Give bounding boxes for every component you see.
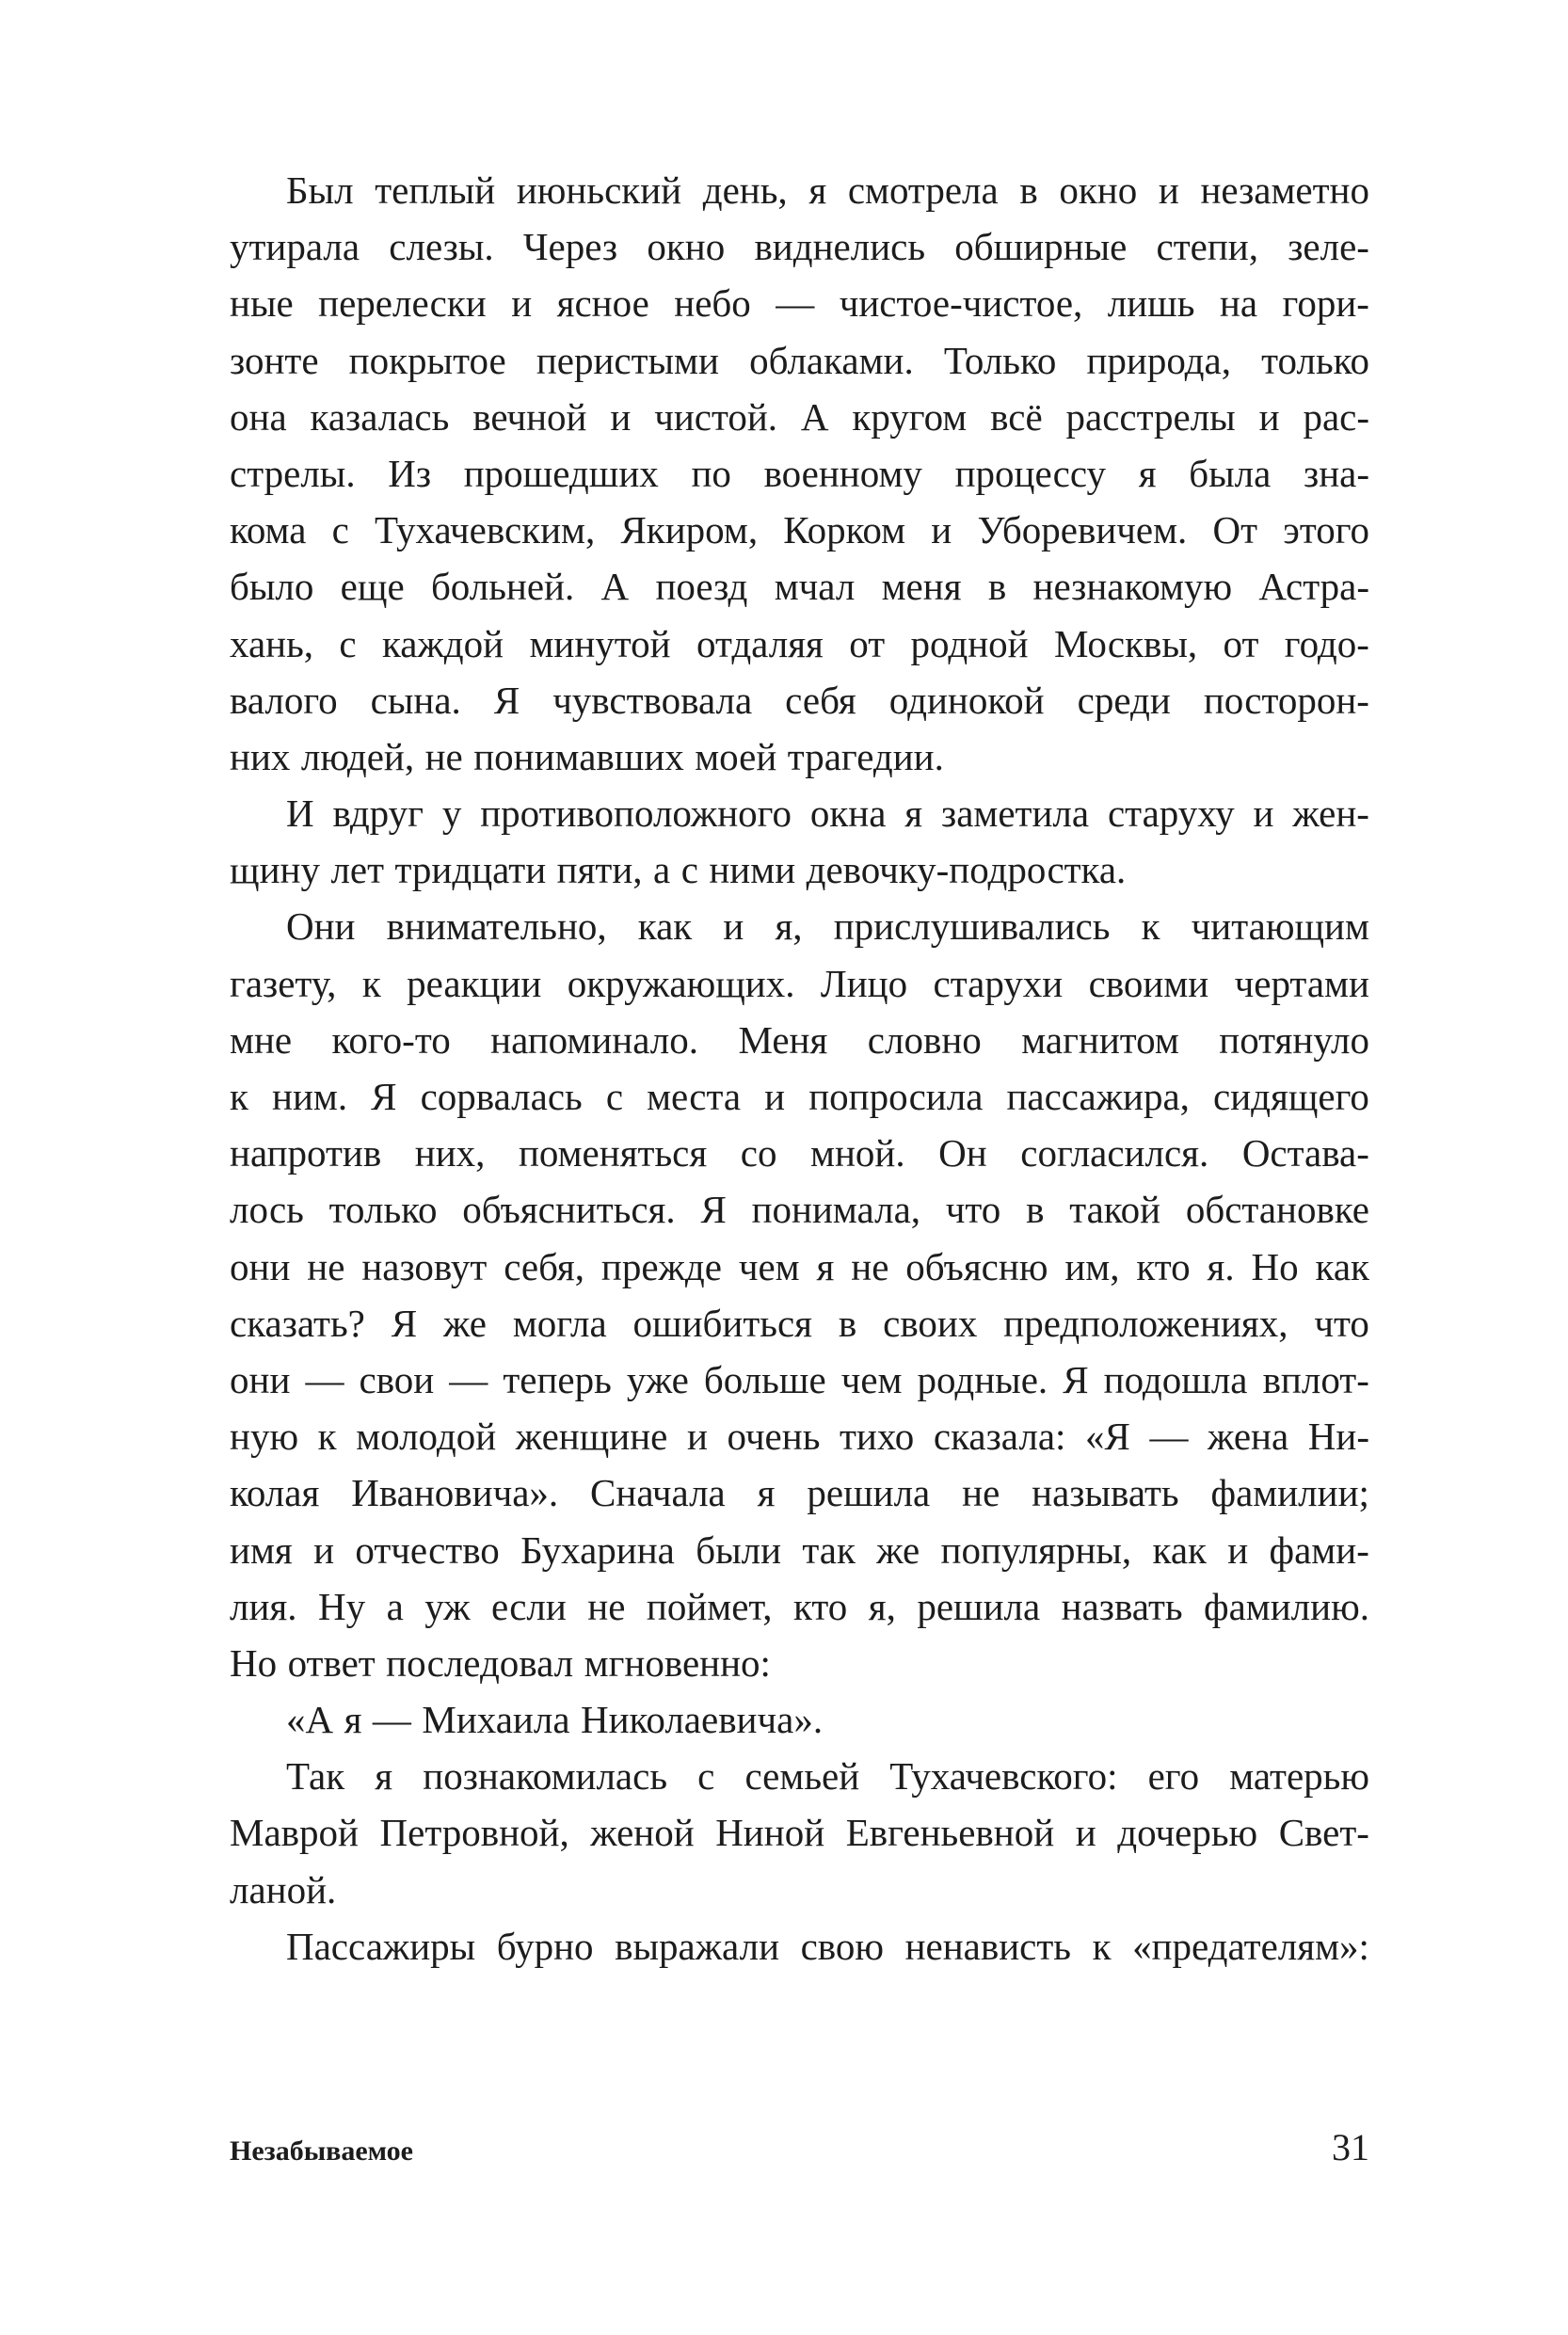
text-line: лия. Ну а уж если не поймет, кто я, решила назвать фамилию. xyxy=(230,1584,1369,1628)
text-line: газету, к реакции окружающих. Лицо старухи своими чертами xyxy=(230,961,1369,1005)
text-line: колая Ивановича». Сначала я решила не называть фамилии; xyxy=(230,1471,1369,1515)
text-line: к ним. Я сорвалась с места и попросила пассажира, сидящего xyxy=(230,1075,1369,1118)
text-line: Пассажиры бурно выражали свою ненависть к «предателям»: xyxy=(286,1924,1369,1968)
text-line: имя и отчество Бухарина были так же популярны, как и фами- xyxy=(230,1527,1369,1572)
text-line: утирала слезы. Через окно виднелись обширные степи, зеле- xyxy=(230,225,1369,269)
text-line: валого сына. Я чувствовала себя одинокой среди посторон- xyxy=(230,678,1369,722)
text-line: Маврой Петровной, женой Ниной Евгеньевной и дочерью Свет- xyxy=(230,1811,1369,1855)
text-line: ные перелески и ясное небо — чистое-чистое, лишь на гори- xyxy=(230,281,1369,326)
text-line: Они внимательно, как и я, прислушивались к читающим xyxy=(286,904,1369,949)
text-line: Но ответ последовал мгновенно: xyxy=(230,1640,771,1685)
text-line: ную к молодой женщине и очень тихо сказала: «Я — жена Ни- xyxy=(230,1415,1369,1459)
text-line: она казалась вечной и чистой. А кругом всё расстрелы и рас- xyxy=(230,394,1369,439)
text-line: ланой. xyxy=(230,1867,337,1911)
text-line: Так я познакомилась с семьей Тухачевского: его матерью xyxy=(286,1754,1369,1799)
page-number: 31 xyxy=(1332,2126,1369,2168)
running-title: Незабываемое xyxy=(230,2135,413,2167)
text-line: «А я — Михаила Николаевича». xyxy=(286,1698,824,1742)
text-line: они — свои — теперь уже больше чем родные. Я подошла вплот- xyxy=(230,1357,1369,1401)
text-line: мне кого-то напоминало. Меня словно магнитом потянуло xyxy=(230,1017,1369,1062)
text-line: И вдруг у противоположного окна я заметила старуху и жен- xyxy=(286,792,1369,836)
text-line: зонте покрытое перистыми облаками. Только природа, только xyxy=(230,338,1369,382)
text-line: лось только объясниться. Я понимала, что в такой обстановке xyxy=(230,1188,1369,1232)
text-line: сказать? Я же могла ошибиться в своих предположениях, что xyxy=(230,1301,1369,1345)
text-line: они не назовут себя, прежде чем я не объясню им, кто я. Но как xyxy=(230,1244,1369,1288)
body-text xyxy=(230,162,1369,1975)
text-line: хань, с каждой минутой отдаляя от родной Москвы, от годо- xyxy=(230,621,1369,665)
text-line: стрелы. Из прошедших по военному процессу я была зна- xyxy=(230,451,1369,495)
text-line: напротив них, поменяться со мной. Он согласился. Остава- xyxy=(230,1131,1369,1175)
text-line: щину лет тридцати пяти, а с ними девочку-подростка. xyxy=(230,848,1127,892)
page-footer xyxy=(230,2125,1369,2169)
text-line: Был теплый июньский день, я смотрела в окно и незаметно xyxy=(286,168,1369,212)
text-line: было еще больней. А поезд мчал меня в незнакомую Астра- xyxy=(230,565,1369,609)
text-line: кома с Тухачевским, Якиром, Корком и Уборевичем. От этого xyxy=(230,508,1369,552)
text-line: них людей, не понимавших моей трагедии. xyxy=(230,734,944,778)
